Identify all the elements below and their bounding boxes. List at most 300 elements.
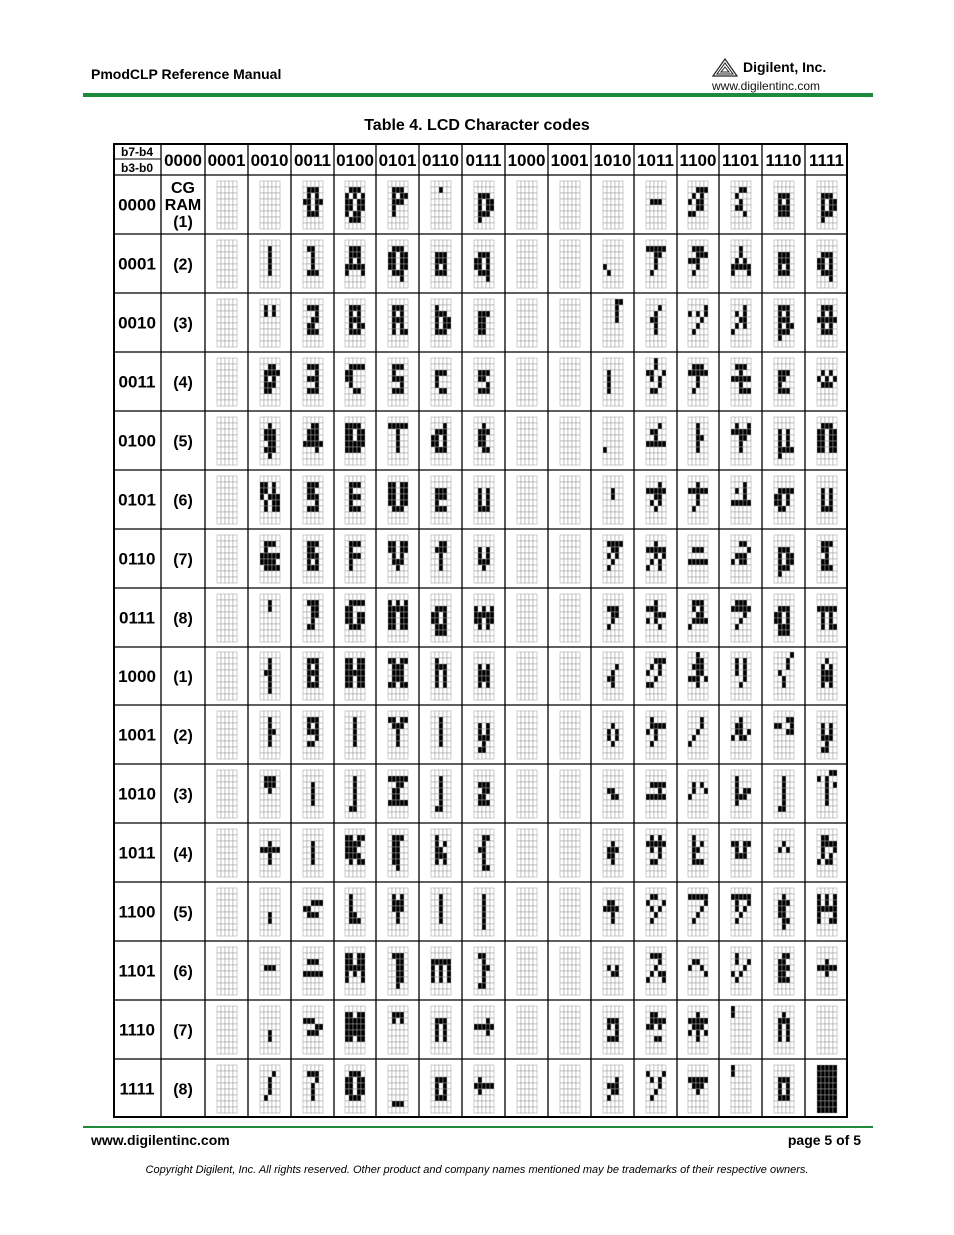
glyph-pixel xyxy=(833,299,837,305)
glyph-pixel xyxy=(572,453,576,459)
glyph-pixel xyxy=(264,624,268,630)
glyph-pixel xyxy=(817,299,821,305)
glyph-pixel xyxy=(786,476,790,482)
glyph-pixel xyxy=(319,636,323,642)
glyph-pixel xyxy=(490,311,494,317)
glyph-pixel xyxy=(782,630,786,636)
glyph-pixel xyxy=(307,181,311,187)
glyph-pixel xyxy=(439,388,443,394)
glyph-pixel xyxy=(829,547,833,553)
glyph-pixel xyxy=(404,323,408,329)
glyph-pixel xyxy=(735,187,739,193)
glyph-pixel xyxy=(482,559,486,565)
glyph-pixel xyxy=(650,276,654,282)
glyph-pixel xyxy=(361,394,365,400)
glyph-pixel xyxy=(276,217,280,223)
glyph-pixel xyxy=(529,217,533,223)
glyph-pixel xyxy=(521,624,525,630)
glyph-pixel xyxy=(349,417,353,423)
glyph-pixel xyxy=(443,435,447,441)
glyph-pixel xyxy=(774,571,778,577)
glyph-pixel xyxy=(704,358,708,364)
glyph-pixel xyxy=(743,512,747,518)
glyph-pixel xyxy=(439,571,443,577)
glyph-pixel xyxy=(790,252,794,258)
glyph-pixel xyxy=(833,594,837,600)
glyph-pixel xyxy=(400,264,404,270)
glyph-pixel xyxy=(233,494,237,500)
glyph-pixel xyxy=(349,341,353,347)
glyph-pixel xyxy=(225,577,229,583)
glyph-pixel xyxy=(482,624,486,630)
glyph-pixel xyxy=(345,435,349,441)
glyph-pixel xyxy=(743,559,747,565)
glyph-pixel xyxy=(662,299,666,305)
glyph-pixel xyxy=(786,299,790,305)
glyph-pixel xyxy=(349,482,353,488)
glyph-pixel xyxy=(568,240,572,246)
glyph-pixel xyxy=(229,388,233,394)
glyph-pixel xyxy=(400,223,404,229)
glyph-pixel xyxy=(260,270,264,276)
glyph-pixel xyxy=(658,211,662,217)
glyph-pixel xyxy=(611,553,615,559)
character-cell xyxy=(688,181,708,229)
glyph-pixel xyxy=(311,205,315,211)
glyph-pixel xyxy=(435,311,439,317)
glyph-pixel xyxy=(272,441,276,447)
glyph-pixel xyxy=(229,547,233,553)
glyph-pixel xyxy=(268,459,272,465)
glyph-pixel xyxy=(607,205,611,211)
glyph-pixel xyxy=(490,323,494,329)
glyph-pixel xyxy=(576,441,580,447)
glyph-pixel xyxy=(525,636,529,642)
glyph-pixel xyxy=(229,565,233,571)
glyph-pixel xyxy=(658,364,662,370)
glyph-pixel xyxy=(311,223,315,229)
glyph-pixel xyxy=(447,494,451,500)
glyph-pixel xyxy=(233,299,237,305)
glyph-pixel xyxy=(646,311,650,317)
glyph-pixel xyxy=(311,547,315,553)
glyph-pixel xyxy=(225,388,229,394)
glyph-pixel xyxy=(654,518,658,524)
glyph-pixel xyxy=(654,329,658,335)
glyph-pixel xyxy=(688,252,692,258)
glyph-pixel xyxy=(692,311,696,317)
glyph-pixel xyxy=(731,577,735,583)
glyph-pixel xyxy=(525,482,529,488)
glyph-pixel xyxy=(478,618,482,624)
glyph-pixel xyxy=(272,435,276,441)
glyph-pixel xyxy=(268,512,272,518)
glyph-pixel xyxy=(225,606,229,612)
glyph-pixel xyxy=(650,630,654,636)
glyph-pixel xyxy=(572,488,576,494)
glyph-pixel xyxy=(607,370,611,376)
glyph-pixel xyxy=(704,488,708,494)
glyph-pixel xyxy=(478,577,482,583)
glyph-pixel xyxy=(221,376,225,382)
glyph-pixel xyxy=(560,429,564,435)
character-cell xyxy=(217,417,237,465)
glyph-pixel xyxy=(700,388,704,394)
glyph-pixel xyxy=(486,500,490,506)
glyph-pixel xyxy=(268,565,272,571)
glyph-pixel xyxy=(525,364,529,370)
glyph-pixel xyxy=(821,382,825,388)
glyph-pixel xyxy=(731,541,735,547)
glyph-pixel xyxy=(404,252,408,258)
glyph-pixel xyxy=(311,317,315,323)
glyph-pixel xyxy=(486,364,490,370)
glyph-pixel xyxy=(268,187,272,193)
glyph-pixel xyxy=(607,500,611,506)
glyph-pixel xyxy=(611,358,615,364)
glyph-pixel xyxy=(482,459,486,465)
glyph-pixel xyxy=(564,276,568,282)
glyph-pixel xyxy=(272,335,276,341)
glyph-pixel xyxy=(700,376,704,382)
glyph-pixel xyxy=(225,453,229,459)
glyph-pixel xyxy=(603,187,607,193)
glyph-pixel xyxy=(533,400,537,406)
glyph-pixel xyxy=(576,553,580,559)
glyph-pixel xyxy=(700,199,704,205)
character-cell xyxy=(474,358,494,406)
glyph-pixel xyxy=(431,246,435,252)
glyph-pixel xyxy=(533,376,537,382)
glyph-pixel xyxy=(700,341,704,347)
glyph-pixel xyxy=(817,305,821,311)
glyph-pixel xyxy=(517,447,521,453)
glyph-pixel xyxy=(778,335,782,341)
glyph-pixel xyxy=(572,594,576,600)
glyph-pixel xyxy=(560,276,564,282)
glyph-pixel xyxy=(533,559,537,565)
glyph-pixel xyxy=(486,264,490,270)
glyph-pixel xyxy=(478,506,482,512)
glyph-pixel xyxy=(225,600,229,606)
glyph-pixel xyxy=(268,482,272,488)
glyph-pixel xyxy=(568,429,572,435)
glyph-pixel xyxy=(229,211,233,217)
glyph-pixel xyxy=(568,223,572,229)
glyph-pixel xyxy=(525,577,529,583)
glyph-pixel xyxy=(353,270,357,276)
glyph-pixel xyxy=(662,181,666,187)
glyph-pixel xyxy=(400,199,404,205)
glyph-pixel xyxy=(482,311,486,317)
glyph-pixel xyxy=(392,494,396,500)
glyph-pixel xyxy=(607,252,611,258)
glyph-pixel xyxy=(603,565,607,571)
glyph-pixel xyxy=(490,535,494,541)
glyph-pixel xyxy=(739,459,743,465)
glyph-pixel xyxy=(560,518,564,524)
glyph-pixel xyxy=(264,388,268,394)
glyph-pixel xyxy=(833,311,837,317)
glyph-pixel xyxy=(229,335,233,341)
character-cell xyxy=(217,299,237,347)
glyph-pixel xyxy=(743,376,747,382)
glyph-pixel xyxy=(474,482,478,488)
glyph-pixel xyxy=(774,364,778,370)
glyph-pixel xyxy=(650,323,654,329)
glyph-pixel xyxy=(658,341,662,347)
glyph-pixel xyxy=(315,394,319,400)
glyph-pixel xyxy=(388,317,392,323)
glyph-pixel xyxy=(260,382,264,388)
glyph-pixel xyxy=(357,565,361,571)
glyph-pixel xyxy=(482,323,486,329)
glyph-pixel xyxy=(615,417,619,423)
glyph-pixel xyxy=(307,317,311,323)
glyph-pixel xyxy=(533,577,537,583)
glyph-pixel xyxy=(307,199,311,205)
glyph-pixel xyxy=(646,565,650,571)
glyph-pixel xyxy=(276,606,280,612)
glyph-pixel xyxy=(439,282,443,288)
glyph-pixel xyxy=(646,453,650,459)
glyph-pixel xyxy=(447,441,451,447)
column-header: 1111 xyxy=(808,151,845,170)
glyph-pixel xyxy=(747,636,751,642)
glyph-pixel xyxy=(611,606,615,612)
glyph-pixel xyxy=(233,618,237,624)
glyph-pixel xyxy=(747,547,751,553)
glyph-pixel xyxy=(345,181,349,187)
glyph-pixel xyxy=(778,571,782,577)
glyph-pixel xyxy=(521,317,525,323)
glyph-pixel xyxy=(349,329,353,335)
glyph-pixel xyxy=(396,370,400,376)
glyph-pixel xyxy=(619,594,623,600)
glyph-pixel xyxy=(607,364,611,370)
glyph-pixel xyxy=(264,500,268,506)
glyph-pixel xyxy=(829,488,833,494)
glyph-pixel xyxy=(731,600,735,606)
glyph-pixel xyxy=(829,276,833,282)
glyph-pixel xyxy=(349,240,353,246)
glyph-pixel xyxy=(568,482,572,488)
glyph-pixel xyxy=(272,240,276,246)
glyph-pixel xyxy=(225,488,229,494)
glyph-pixel xyxy=(221,512,225,518)
glyph-pixel xyxy=(217,217,221,223)
glyph-pixel xyxy=(700,441,704,447)
glyph-pixel xyxy=(482,252,486,258)
glyph-pixel xyxy=(533,594,537,600)
glyph-pixel xyxy=(529,276,533,282)
glyph-pixel xyxy=(782,181,786,187)
glyph-pixel xyxy=(782,311,786,317)
glyph-pixel xyxy=(272,193,276,199)
glyph-pixel xyxy=(435,264,439,270)
glyph-pixel xyxy=(774,500,778,506)
glyph-pixel xyxy=(739,429,743,435)
glyph-pixel xyxy=(662,187,666,193)
glyph-pixel xyxy=(833,500,837,506)
glyph-pixel xyxy=(276,193,280,199)
glyph-pixel xyxy=(568,423,572,429)
glyph-pixel xyxy=(646,459,650,465)
glyph-pixel xyxy=(233,358,237,364)
glyph-pixel xyxy=(233,447,237,453)
glyph-pixel xyxy=(345,630,349,636)
glyph-pixel xyxy=(525,553,529,559)
glyph-pixel xyxy=(829,341,833,347)
glyph-pixel xyxy=(482,494,486,500)
glyph-pixel xyxy=(396,494,400,500)
glyph-pixel xyxy=(564,417,568,423)
glyph-pixel xyxy=(303,193,307,199)
glyph-pixel xyxy=(739,270,743,276)
glyph-pixel xyxy=(603,252,607,258)
glyph-pixel xyxy=(739,223,743,229)
glyph-pixel xyxy=(696,305,700,311)
glyph-pixel xyxy=(778,535,782,541)
glyph-pixel xyxy=(345,199,349,205)
glyph-pixel xyxy=(474,512,478,518)
glyph-pixel xyxy=(486,423,490,429)
glyph-pixel xyxy=(447,187,451,193)
glyph-pixel xyxy=(533,329,537,335)
glyph-pixel xyxy=(743,252,747,258)
glyph-pixel xyxy=(782,276,786,282)
glyph-pixel xyxy=(260,482,264,488)
glyph-pixel xyxy=(615,382,619,388)
glyph-pixel xyxy=(782,482,786,488)
glyph-pixel xyxy=(478,630,482,636)
glyph-pixel xyxy=(478,329,482,335)
glyph-pixel xyxy=(260,500,264,506)
glyph-pixel xyxy=(568,488,572,494)
glyph-pixel xyxy=(490,594,494,600)
glyph-pixel xyxy=(431,459,435,465)
glyph-pixel xyxy=(435,258,439,264)
glyph-pixel xyxy=(447,417,451,423)
glyph-pixel xyxy=(786,264,790,270)
glyph-pixel xyxy=(315,482,319,488)
glyph-pixel xyxy=(821,417,825,423)
glyph-pixel xyxy=(829,258,833,264)
glyph-pixel xyxy=(404,240,408,246)
glyph-pixel xyxy=(439,541,443,547)
glyph-pixel xyxy=(276,594,280,600)
glyph-pixel xyxy=(478,624,482,630)
corner-label-top: b7-b4 xyxy=(120,145,154,159)
glyph-pixel xyxy=(646,270,650,276)
glyph-pixel xyxy=(833,376,837,382)
glyph-pixel xyxy=(747,376,751,382)
glyph-pixel xyxy=(525,618,529,624)
glyph-pixel xyxy=(786,193,790,199)
glyph-pixel xyxy=(233,565,237,571)
glyph-pixel xyxy=(650,181,654,187)
glyph-pixel xyxy=(739,299,743,305)
glyph-pixel xyxy=(217,500,221,506)
glyph-pixel xyxy=(662,358,666,364)
glyph-pixel xyxy=(774,594,778,600)
glyph-pixel xyxy=(478,571,482,577)
glyph-pixel xyxy=(525,358,529,364)
glyph-pixel xyxy=(619,535,623,541)
glyph-pixel xyxy=(345,459,349,465)
glyph-pixel xyxy=(688,547,692,553)
glyph-pixel xyxy=(443,535,447,541)
glyph-pixel xyxy=(268,311,272,317)
glyph-pixel xyxy=(654,382,658,388)
character-cell xyxy=(345,476,365,524)
glyph-pixel xyxy=(357,435,361,441)
glyph-pixel xyxy=(439,305,443,311)
glyph-pixel xyxy=(272,376,276,382)
column-header: 0000 xyxy=(164,151,202,170)
glyph-pixel xyxy=(611,476,615,482)
glyph-pixel xyxy=(782,447,786,453)
glyph-pixel xyxy=(345,423,349,429)
glyph-pixel xyxy=(435,341,439,347)
glyph-pixel xyxy=(833,364,837,370)
glyph-pixel xyxy=(307,341,311,347)
glyph-pixel xyxy=(490,553,494,559)
glyph-pixel xyxy=(435,211,439,217)
glyph-pixel xyxy=(790,311,794,317)
glyph-pixel xyxy=(229,311,233,317)
glyph-pixel xyxy=(607,494,611,500)
glyph-pixel xyxy=(825,311,829,317)
glyph-pixel xyxy=(700,435,704,441)
glyph-pixel xyxy=(311,577,315,583)
glyph-pixel xyxy=(615,453,619,459)
glyph-pixel xyxy=(478,482,482,488)
glyph-pixel xyxy=(607,577,611,583)
glyph-pixel xyxy=(225,624,229,630)
glyph-pixel xyxy=(650,636,654,642)
glyph-pixel xyxy=(529,453,533,459)
glyph-pixel xyxy=(817,217,821,223)
glyph-pixel xyxy=(307,258,311,264)
glyph-pixel xyxy=(272,488,276,494)
glyph-pixel xyxy=(603,459,607,465)
glyph-pixel xyxy=(778,482,782,488)
glyph-pixel xyxy=(303,494,307,500)
glyph-pixel xyxy=(474,506,478,512)
glyph-pixel xyxy=(704,494,708,500)
glyph-pixel xyxy=(315,400,319,406)
glyph-pixel xyxy=(439,323,443,329)
glyph-pixel xyxy=(345,382,349,388)
glyph-pixel xyxy=(747,217,751,223)
glyph-pixel xyxy=(688,311,692,317)
glyph-pixel xyxy=(517,317,521,323)
glyph-pixel xyxy=(353,488,357,494)
glyph-pixel xyxy=(646,317,650,323)
glyph-pixel xyxy=(778,518,782,524)
character-cell xyxy=(560,358,580,406)
character-cell xyxy=(345,299,365,347)
glyph-pixel xyxy=(774,193,778,199)
glyph-pixel xyxy=(747,512,751,518)
glyph-pixel xyxy=(529,199,533,205)
glyph-pixel xyxy=(388,187,392,193)
glyph-pixel xyxy=(658,388,662,394)
glyph-pixel xyxy=(303,335,307,341)
glyph-pixel xyxy=(564,618,568,624)
glyph-pixel xyxy=(233,435,237,441)
